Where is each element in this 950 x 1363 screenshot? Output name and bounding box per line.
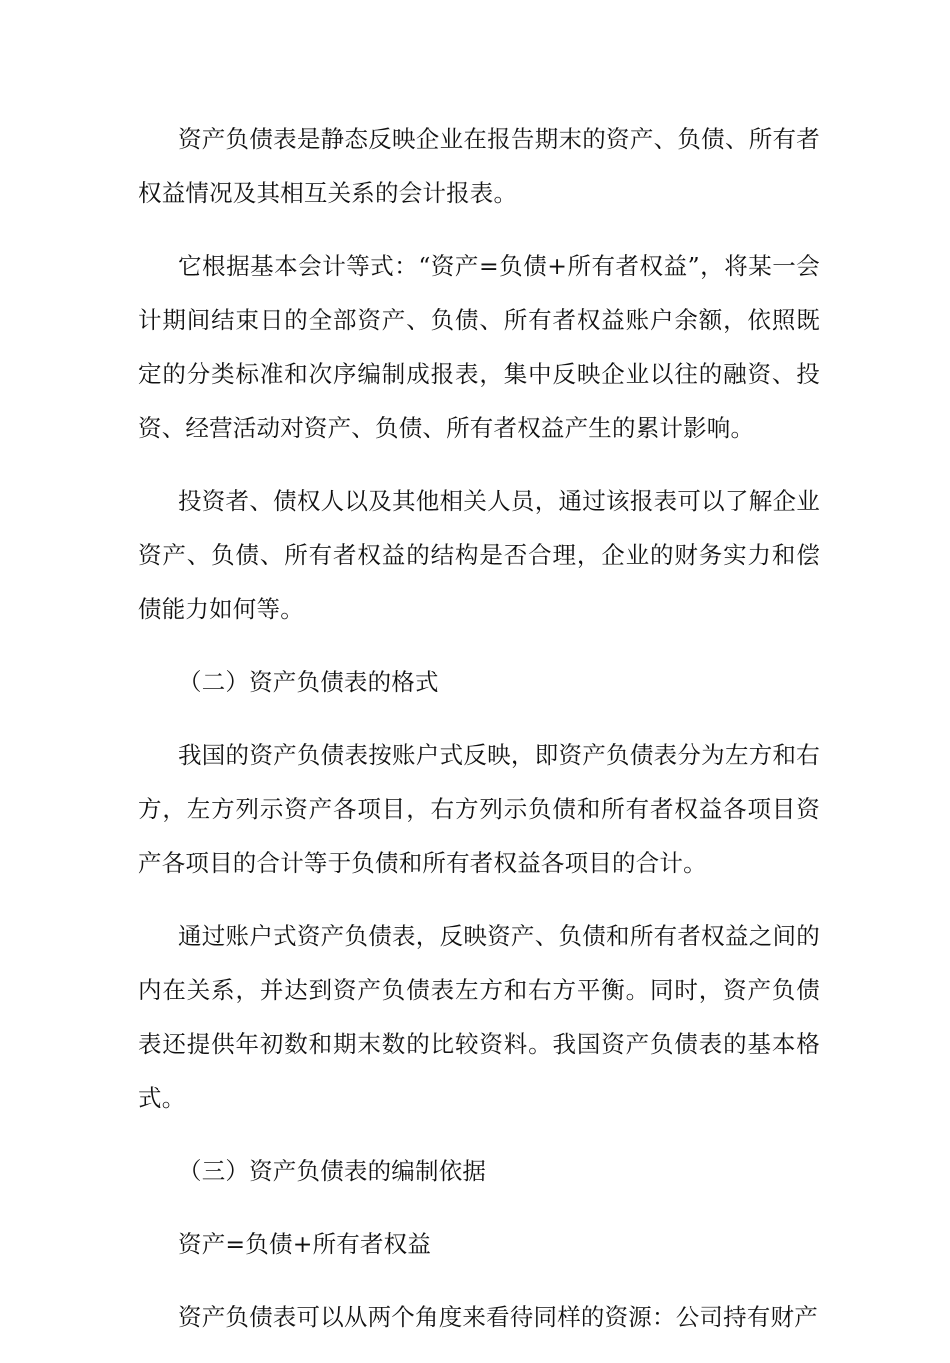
paragraph-stakeholders: 投资者、债权人以及其他相关人员，通过该报表可以了解企业资产、负债、所有者权益的结构是否合理，企业的财务实力和偿债能力如何等。 (138, 487, 820, 623)
paragraph-accounting-equation: 它根据基本会计等式：“资产=负债+所有者权益”，将某一会计期间结束日的全部资产、负债、所有者权益账户余额，依照既定的分类标准和次序编制成报表，集中反映企业以往的融资、投资、经营活动对资产、负债、所有者权益产生的累计影响。 (138, 252, 820, 442)
paragraph-balance-sheet-definition: 资产负债表是静态反映企业在报告期末的资产、负债、所有者权益情况及其相互关系的会计报表。 (138, 125, 820, 207)
section-heading-basis: （三）资产负债表的编制依据 (178, 1157, 487, 1185)
paragraph-account-format: 我国的资产负债表按账户式反映，即资产负债表分为左方和右方，左方列示资产各项目，右方列示负债和所有者权益各项目资产各项目的合计等于负债和所有者权益各项目的合计。 (138, 741, 820, 877)
equation-line: 资产=负债+所有者权益 (178, 1230, 432, 1258)
section-heading-format: （二）资产负债表的格式 (178, 668, 439, 696)
paragraph-balance: 通过账户式资产负债表，反映资产、负债和所有者权益之间的内在关系，并达到资产负债表左方和右方平衡。同时，资产负债表还提供年初数和期末数的比较资料。我国资产负债表的基本格式。 (138, 922, 820, 1112)
paragraph-two-perspectives: 资产负债表可以从两个角度来看待同样的资源：公司持有财产 (178, 1303, 818, 1331)
document-body (138, 112, 820, 1363)
